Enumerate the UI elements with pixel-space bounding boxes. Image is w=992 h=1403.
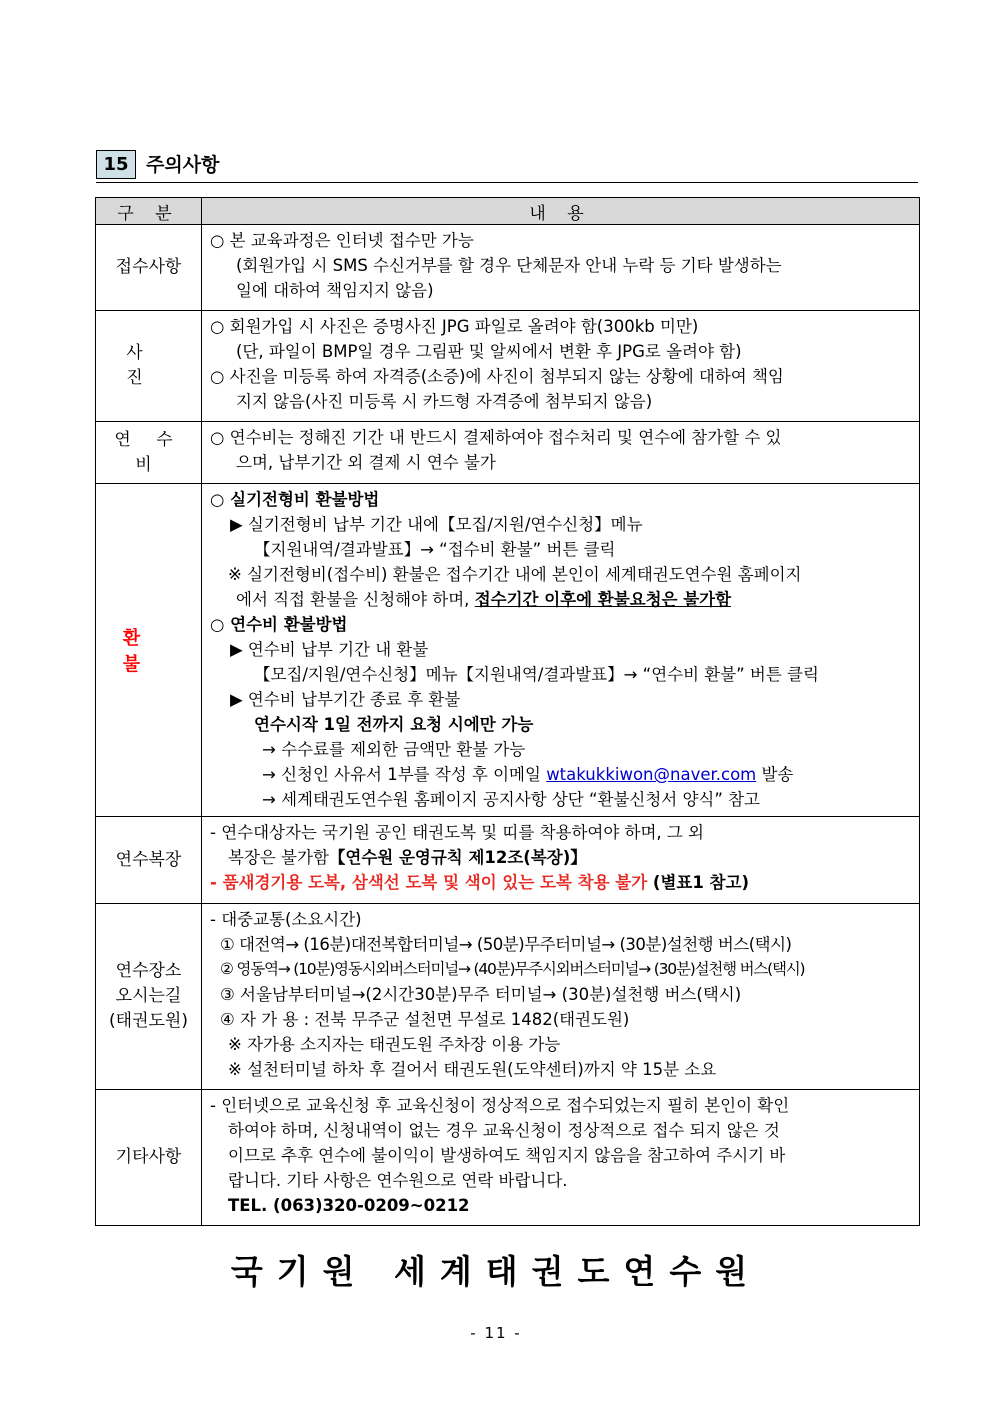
label-attire: 연수복장 <box>96 817 202 904</box>
content-reception <box>202 225 920 311</box>
text-line: 이므로 추후 연수에 불이익이 발생하여도 책임지지 않음을 참고하여 주시기 바 <box>228 1146 786 1165</box>
text-line: 으며, 납부기간 외 결제 시 연수 불가 <box>236 453 496 472</box>
label-reception: 접수사항 <box>96 225 202 311</box>
text-line: (회원가입 시 SMS 수신거부를 할 경우 단체문자 안내 누락 등 기타 발생하는 <box>236 256 782 275</box>
section-number: 15 <box>96 150 136 179</box>
text-span: → 신청인 사유서 1부를 작성 후 이메일 <box>262 765 547 784</box>
contact-tel: TEL. (063)320-0209~0212 <box>228 1196 470 1215</box>
header-content: 내 용 <box>202 198 920 225</box>
organization-name: 국기원 세계태권도연수원 <box>230 1252 762 1291</box>
content-refund <box>202 484 920 817</box>
text-line: ③ 서울남부터미널→(2시간30분)무주 터미널→ (30분)설천행 버스(택시) <box>220 985 742 1004</box>
content-others <box>202 1090 920 1226</box>
text-line: 일에 대하여 책임지지 않음) <box>236 281 434 300</box>
text-line: - 연수대상자는 국기원 공인 태권도복 및 띠를 착용하여야 하며, 그 외 <box>210 823 705 842</box>
label-line: (태권도원) <box>109 1011 188 1031</box>
row-reception <box>96 225 920 311</box>
text-line: 하여야 하며, 신청내역이 없는 경우 교육신청이 정상적으로 접수 되지 않은 것 <box>228 1121 780 1140</box>
page-number: - 11 - <box>470 1324 522 1342</box>
text-span: 에서 직접 환불을 신청해야 하며, <box>236 590 475 609</box>
text-line: ※ 자가용 소지자는 태권도원 주차장 이용 가능 <box>228 1035 561 1054</box>
content-attire <box>202 817 920 904</box>
text-line: ① 대전역→ (16분)대전복합터미널→ (50분)무주터미널→ (30분)설천행 버스(택시) <box>220 935 792 954</box>
section-title: 주의사항 <box>146 154 220 176</box>
text-line: ※ 설천터미널 하차 후 걸어서 태권도원(도약센터)까지 약 15분 소요 <box>228 1060 717 1079</box>
section-header <box>96 150 918 183</box>
text-line: ※ 실기전형비(접수비) 환불은 접수기간 내에 본인이 세계태권도연수원 홈페이지 <box>228 565 802 584</box>
row-attire <box>96 817 920 904</box>
label-refund: 환 불 <box>96 484 202 817</box>
label-directions <box>96 904 202 1090</box>
fee-refund-title: ○ 연수비 환불방법 <box>210 615 348 634</box>
text-line: ▶ 연수비 납부 기간 내 환불 <box>230 640 429 659</box>
text-line: 랍니다. 기타 사항은 연수원으로 연락 바랍니다. <box>228 1171 568 1190</box>
text-line: ○ 본 교육과정은 인터넷 접수만 가능 <box>210 231 474 250</box>
content-fee <box>202 422 920 484</box>
row-photo <box>96 311 920 422</box>
text-line: - 대중교통(소요시간) <box>210 910 362 929</box>
notice-table <box>95 197 920 1226</box>
refund-warning: 접수기간 이후에 환불요청은 불가함 <box>474 590 732 609</box>
text-span: (별표1 참고) <box>647 873 749 892</box>
text-line <box>210 870 911 895</box>
label-others: 기타사항 <box>96 1090 202 1226</box>
text-line: ② 영동역→ (10분)영동시외버스터미널→ (40분)무주시외버스터미널→ (30분)설천행 버스(택시) <box>220 960 805 978</box>
label-photo: 사 진 <box>96 311 202 422</box>
row-others <box>96 1090 920 1226</box>
text-line: 【지원내역/결과발표】→ “접수비 환불” 버튼 클릭 <box>254 540 616 559</box>
text-line: ○ 사진을 미등록 하여 자격증(소증)에 사진이 첨부되지 않는 상황에 대하여 책임 <box>210 367 784 386</box>
text-line: ▶ 연수비 납부기간 종료 후 환불 <box>230 690 461 709</box>
label-fee: 연 수 비 <box>96 422 202 484</box>
text-line: ④ 자 가 용 : 전북 무주군 설천면 무설로 1482(태권도원) <box>220 1010 630 1029</box>
text-line: ○ 연수비는 정해진 기간 내 반드시 결제하여야 접수처리 및 연수에 참가할 수 있 <box>210 428 782 447</box>
text-line <box>210 587 911 612</box>
text-line <box>210 845 911 870</box>
practical-refund-title: ○ 실기전형비 환불방법 <box>210 490 380 509</box>
email-link[interactable]: wtakukkiwon@naver.com <box>546 765 757 784</box>
text-line: → 세계태권도연수원 홈페이지 공지사항 상단 “환불신청서 양식” 참고 <box>262 790 760 809</box>
content-photo <box>202 311 920 422</box>
row-refund <box>96 484 920 817</box>
row-fee <box>96 422 920 484</box>
table-header-row <box>96 198 920 225</box>
label-line: 연수장소 <box>115 961 182 981</box>
label-line: 오시는길 <box>115 986 182 1006</box>
text-line: ○ 회원가입 시 사진은 증명사진 JPG 파일로 올려야 함(300kb 미만) <box>210 317 699 336</box>
header-category: 구 분 <box>96 198 202 225</box>
text-span: 【연수원 운영규칙 제12조(복장)】 <box>328 848 587 867</box>
text-line: → 수수료를 제외한 금액만 환불 가능 <box>262 740 526 759</box>
row-directions <box>96 904 920 1090</box>
text-span: 발송 <box>756 765 794 784</box>
content-directions <box>202 904 920 1090</box>
text-line: - 인터넷으로 교육신청 후 교육신청이 정상적으로 접수되었는지 필히 본인이 확인 <box>210 1096 790 1115</box>
attire-warning: - 품새경기용 도복, 삼색선 도복 및 색이 있는 도복 착용 불가 <box>210 873 648 892</box>
text-line: 연수시작 1일 전까지 요청 시에만 가능 <box>254 715 534 734</box>
text-line: (단, 파일이 BMP일 경우 그림판 및 알씨에서 변환 후 JPG로 올려야 함) <box>236 342 742 361</box>
text-line: ▶ 실기전형비 납부 기간 내에【모집/지원/연수신청】메뉴 <box>230 515 643 534</box>
text-line: 지지 않음(사진 미등록 시 카드형 자격증에 첨부되지 않음) <box>236 392 653 411</box>
text-line: 【모집/지원/연수신청】메뉴【지원내역/결과발표】→ “연수비 환불” 버튼 클릭 <box>254 665 819 684</box>
text-line <box>210 762 911 787</box>
text-span: 복장은 불가함 <box>228 848 329 867</box>
